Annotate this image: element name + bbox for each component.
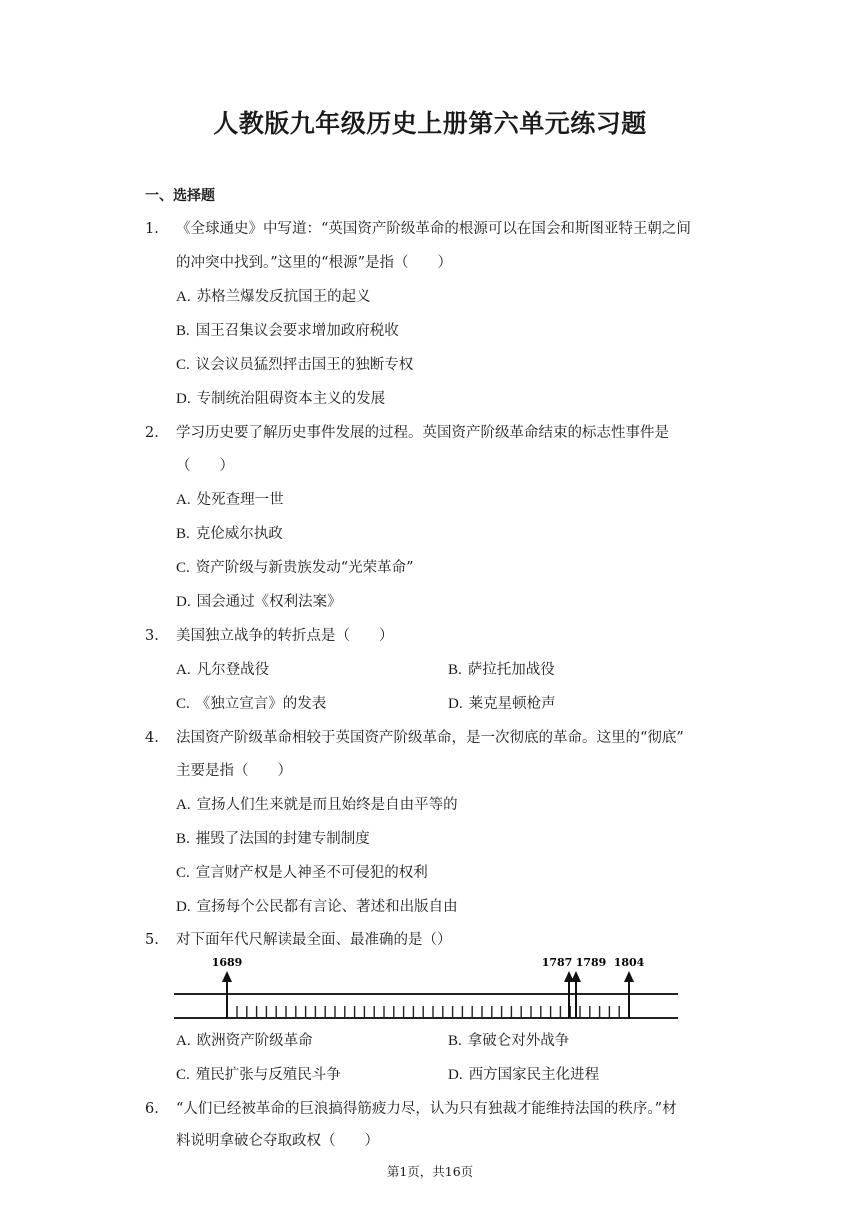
option-a[interactable] [176, 287, 371, 307]
option-letter: C. [176, 865, 190, 881]
option-c[interactable] [176, 558, 414, 578]
page-title: 人教版九年级历史上册第六单元练习题 [213, 109, 647, 138]
question-text: “人们已经被革命的巨浪搞得筋疲力尽，认为只有独裁才能维持法国的秩序。”材 [176, 1101, 677, 1117]
option-c[interactable] [176, 694, 326, 714]
question-number: 6. [145, 1101, 159, 1117]
option-letter: B. [176, 831, 190, 847]
option-text: 《独立宣言》的发表 [195, 696, 327, 712]
option-d[interactable] [448, 694, 556, 714]
option-b[interactable] [176, 321, 399, 341]
option-text: 克伦威尔执政 [195, 526, 283, 542]
question-text: （ ） [176, 458, 234, 474]
question-number: 5. [145, 932, 159, 948]
question-number: 2. [145, 425, 159, 441]
option-letter: D. [176, 899, 191, 915]
question-text: 主要是指（ ） [176, 763, 292, 779]
option-letter: A. [176, 797, 191, 813]
question-text: 对下面年代尺解读最全面、最准确的是（） [176, 932, 452, 948]
option-letter: D. [448, 1067, 463, 1083]
option-letter: D. [448, 696, 463, 712]
timeline-marker-1804 [614, 956, 645, 1018]
option-b[interactable] [448, 1031, 569, 1051]
option-text: 萨拉托加战役 [467, 662, 555, 678]
option-letter: D. [176, 594, 191, 610]
option-text: 摧毁了法国的封建专制制度 [195, 831, 370, 847]
option-letter: C. [176, 696, 190, 712]
option-text: 议会议员猛烈抨击国王的独断专权 [195, 357, 414, 373]
section-heading: 一、选择题 [145, 188, 215, 204]
option-text: 殖民扩张与反殖民斗争 [195, 1067, 341, 1083]
option-a[interactable] [176, 795, 458, 815]
option-letter: B. [176, 526, 190, 542]
option-letter: A. [176, 492, 191, 508]
option-text: 专制统治阻碍资本主义的发展 [196, 391, 386, 407]
question-text: 法国资产阶级革命相较于英国资产阶级革命，是一次彻底的革命。这里的“彻底” [176, 730, 684, 746]
option-b[interactable] [176, 524, 283, 544]
question-text: 的冲突中找到。”这里的“根源”是指（ ） [176, 255, 452, 271]
option-text: 凡尔登战役 [196, 662, 270, 678]
option-letter: D. [176, 391, 191, 407]
question-number: 3. [145, 628, 159, 644]
timeline-figure [172, 952, 682, 1022]
option-text: 国王召集议会要求增加政府税收 [195, 323, 399, 339]
timeline-label: 1789 [575, 956, 607, 969]
option-letter: B. [176, 323, 190, 339]
timeline-label: 1689 [211, 956, 243, 969]
option-text: 拿破仑对外战争 [467, 1033, 570, 1049]
timeline-marker-1789 [571, 956, 606, 1018]
option-text: 苏格兰爆发反抗国王的起义 [196, 289, 371, 305]
option-d[interactable] [176, 389, 385, 409]
option-c[interactable] [176, 863, 428, 883]
option-letter: B. [448, 662, 462, 678]
option-a[interactable] [176, 490, 284, 510]
option-letter: A. [176, 1033, 191, 1049]
option-text: 欧洲资产阶级革命 [196, 1033, 313, 1049]
option-letter: C. [176, 560, 190, 576]
option-text: 西方国家民主化进程 [468, 1067, 600, 1083]
option-b[interactable] [448, 660, 555, 680]
option-letter: C. [176, 357, 190, 373]
option-text: 宣扬每个公民都有言论、著述和出版自由 [196, 899, 458, 915]
option-c[interactable] [176, 1065, 341, 1085]
option-text: 资产阶级与新贵族发动“光荣革命” [195, 560, 414, 576]
option-d[interactable] [176, 592, 342, 612]
question-number: 1. [145, 221, 159, 237]
option-a[interactable] [176, 1031, 313, 1051]
option-d[interactable] [448, 1065, 599, 1085]
timeline-ticks [237, 1006, 619, 1018]
page-footer: 第1页，共16页 [386, 1164, 474, 1179]
timeline-label: 1787 [541, 956, 573, 969]
option-b[interactable] [176, 829, 370, 849]
option-c[interactable] [176, 355, 413, 375]
option-text: 莱克星顿枪声 [468, 696, 556, 712]
option-a[interactable] [176, 660, 269, 680]
question-text: 学习历史要了解历史事件发展的过程。英国资产阶级革命结束的标志性事件是 [176, 425, 669, 441]
option-text: 宣扬人们生来就是而且始终是自由平等的 [196, 797, 458, 813]
timeline-marker-1787 [542, 956, 574, 1018]
option-text: 国会通过《权利法案》 [196, 594, 342, 610]
question-number: 4. [145, 730, 159, 746]
option-letter: A. [176, 662, 191, 678]
option-letter: A. [176, 289, 191, 305]
option-letter: B. [448, 1033, 462, 1049]
timeline-marker-1689 [212, 956, 243, 1018]
timeline-label: 1804 [613, 956, 645, 969]
question-text: 《全球通史》中写道：“英国资产阶级革命的根源可以在国会和斯图亚特王朝之间 [176, 221, 691, 237]
option-d[interactable] [176, 897, 458, 917]
option-text: 处死查理一世 [196, 492, 284, 508]
question-text: 美国独立战争的转折点是（ ） [176, 628, 394, 644]
option-text: 宣言财产权是人神圣不可侵犯的权利 [195, 865, 428, 881]
option-letter: C. [176, 1067, 190, 1083]
question-text: 料说明拿破仑夺取政权（ ） [176, 1133, 379, 1149]
